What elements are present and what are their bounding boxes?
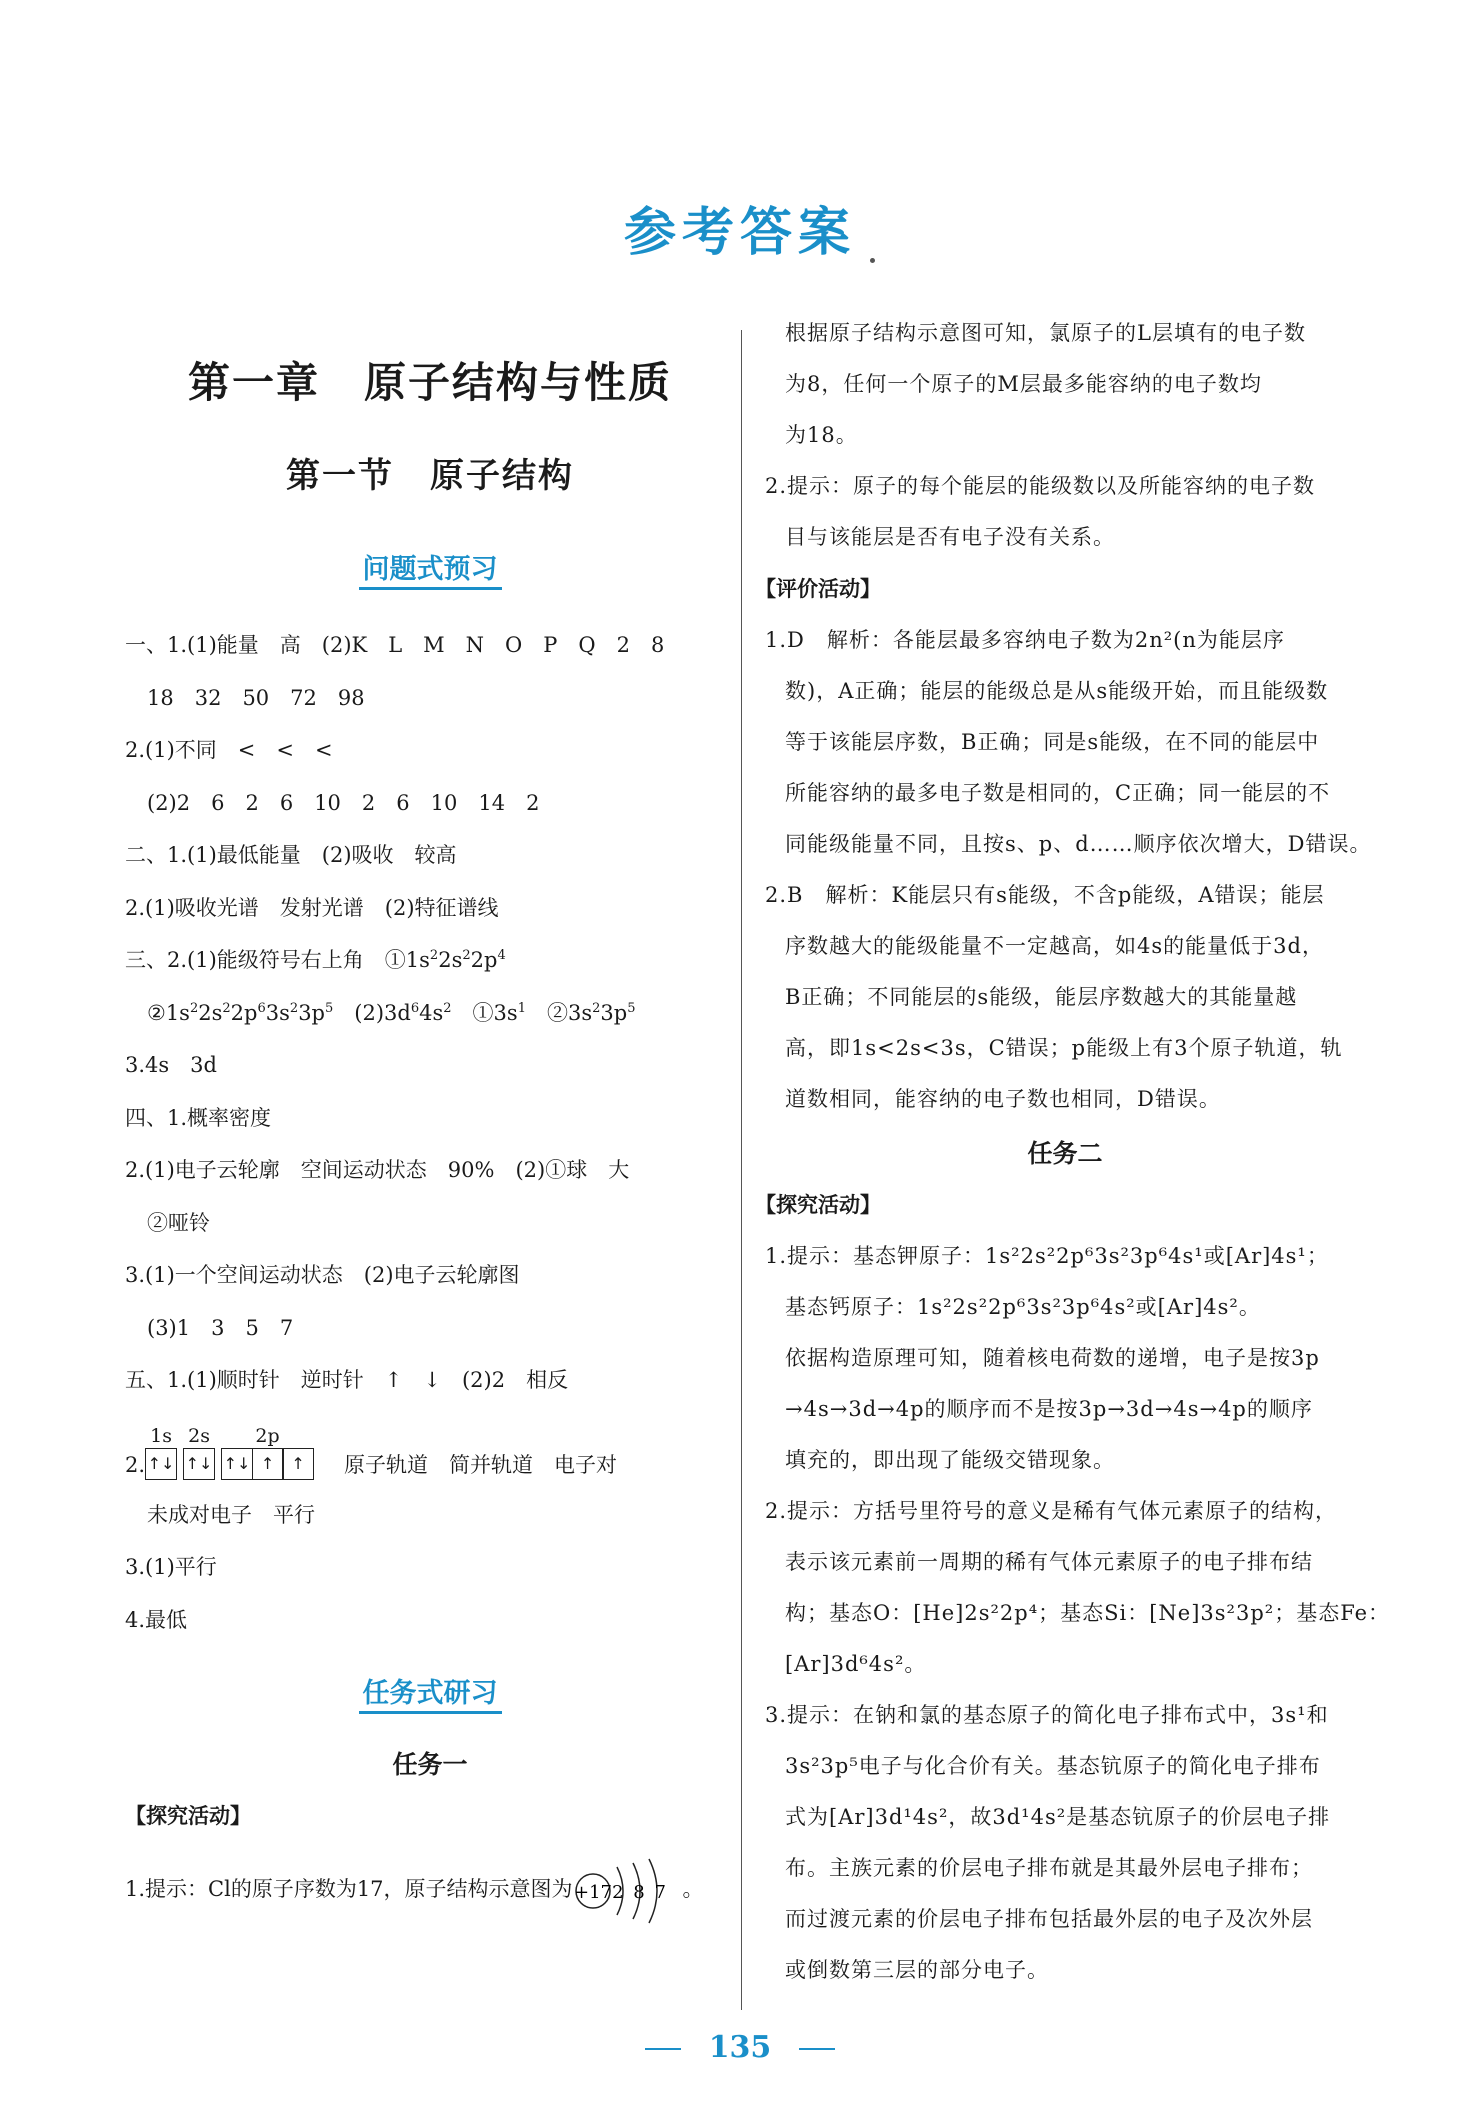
answer-line: (2)2 6 2 6 10 2 6 10 14 2	[147, 790, 540, 815]
explore-activity-label: 【探究活动】	[125, 1803, 251, 1828]
answer-line: →4s→3d→4p的顺序而不是按3p→3d→4s→4p的顺序	[785, 1397, 1313, 1421]
section-title: 第一节 原子结构	[286, 456, 574, 496]
answer-line: 依据构造原理可知，随着核电荷数的递增，电子是按3p	[785, 1346, 1320, 1370]
atom-structure-diagram	[573, 1855, 683, 1925]
up-down-arrow-icon: ↑↓	[221, 1448, 253, 1480]
study-heading: 任务式研习	[125, 1671, 735, 1710]
answer-line: 式为[Ar]3d¹4s²，故3d¹4s²是基态钪原子的价层电子排	[785, 1805, 1331, 1829]
answer-line: 1.提示：基态钾原子：1s²2s²2p⁶3s²3p⁶4s¹或[Ar]4s¹；	[765, 1244, 1329, 1268]
task-two-title: 任务二	[1027, 1139, 1103, 1168]
shell-electrons: 2 8 7	[611, 1882, 666, 1903]
answer-line: 五、1.(1)顺时针 逆时针 ↑ ↓ (2)2 相反	[125, 1368, 569, 1392]
answer-line: 同能级能量不同，且按s、p、d……顺序依次增大，D错误。	[785, 832, 1372, 856]
answer-line: 填充的，即出现了能级交错现象。	[785, 1448, 1115, 1472]
page-dash-right	[799, 2048, 835, 2050]
answer-line: 数)，A正确；能层的能级总是从s能级开始，而且能级数	[785, 679, 1329, 703]
orbital-1s: 1s ↑↓	[145, 1424, 177, 1480]
answer-line: 2.B 解析：K能层只有s能级，不含p能级，A错误；能层	[765, 883, 1325, 907]
answer-line: 未成对电子 平行	[147, 1502, 315, 1527]
answer-line: 2.提示：方括号里符号的意义是稀有气体元素原子的结构，	[765, 1499, 1338, 1523]
answer-line: 3.(1)平行	[125, 1555, 217, 1579]
answer-line: 3.4s 3d	[125, 1053, 217, 1077]
answer-line: 表示该元素前一周期的稀有气体元素原子的电子排布结	[785, 1550, 1313, 1574]
right-column	[755, 320, 1391, 2008]
answer-line: ②哑铃	[147, 1210, 210, 1235]
answer-line: 3.(1)一个空间运动状态 (2)电子云轮廓图	[125, 1263, 520, 1287]
left-column	[125, 330, 735, 1950]
up-arrow-icon: ↑	[282, 1448, 314, 1480]
orbital-diagram: 2. 1s ↑↓ 2s ↑↓ 2p ↑↓ ↑ ↑ 原子轨道 简并轨道 电子对	[125, 1420, 735, 1480]
answer-line: $②1s^22s^22p^63s^23p^5$ $(2)3d^64s^2$ $①3s^1$ $②3s^23p^5$	[147, 1000, 636, 1025]
answer-line: 二、1.(1)最低能量 (2)吸收 较高	[125, 843, 457, 867]
answer-line: 18 32 50 72 98	[147, 685, 365, 710]
answer-line: 2.提示：原子的每个能层的能级数以及所能容纳的电子数	[765, 474, 1316, 498]
answer-line: 等于该能层序数，B正确；同是s能级，在不同的能层中	[785, 730, 1320, 754]
up-down-arrow-icon: ↑↓	[183, 1448, 215, 1480]
answer-line: 1.D 解析：各能层最多容纳电子数为2n²(n为能层序	[765, 628, 1285, 652]
column-divider	[741, 330, 742, 2010]
chapter-title: 第一章 原子结构与性质	[187, 358, 672, 407]
answer-line: 而过渡元素的价层电子排布包括最外层的电子及次外层	[785, 1907, 1313, 1931]
page-number: 135	[0, 2030, 1480, 2065]
answer-line: 所能容纳的最多电子数是相同的，C正确；同一能层的不	[785, 781, 1331, 805]
up-arrow-icon: ↑	[252, 1448, 284, 1480]
answer-line: 2.(1)不同 < < <	[125, 738, 333, 762]
answer-line: 基态钙原子：1s²2s²2p⁶3s²3p⁶4s²或[Ar]4s²。	[785, 1295, 1261, 1319]
answer-line: 布。主族元素的价层电子排布就是其最外层电子排布；	[785, 1856, 1313, 1880]
answer-line: 一、1.(1)能量 高 (2)K L M N O P Q 2 8	[125, 633, 665, 657]
answer-line: 3.提示：在钠和氯的基态原子的简化电子排布式中，3s¹和	[765, 1703, 1329, 1727]
answer-line: (3)1 3 5 7	[147, 1315, 294, 1340]
task-one-title: 任务一	[392, 1749, 468, 1779]
answer-line: 根据原子结构示意图可知，氯原子的L层填有的电子数	[785, 321, 1306, 345]
answer-line: 道数相同，能容纳的电子数也相同，D错误。	[785, 1087, 1221, 1111]
answer-line: 为8，任何一个原子的M层最多能容纳的电子数均	[785, 372, 1262, 396]
answer-line: 高，即1s<2s<3s，C错误；p能级上有3个原子轨道，轨	[785, 1036, 1343, 1060]
answer-line: 2.(1)电子云轮廓 空间运动状态 90% (2)①球 大	[125, 1158, 630, 1182]
page-title: 参考答案	[623, 202, 856, 263]
answer-line: B正确；不同能层的s能级，能层序数越大的其能量越	[785, 985, 1298, 1009]
nucleus-label: +17	[573, 1882, 612, 1903]
answer-line: 4.最低	[125, 1607, 188, 1632]
explore-activity-label: 【探究活动】	[755, 1193, 881, 1217]
answer-line: 构；基态O：[He]2s²2p⁴；基态Si：[Ne]3s²3p²；基态Fe：	[785, 1601, 1391, 1625]
answer-line: 四、1.概率密度	[125, 1105, 272, 1130]
page-dash-left	[645, 2048, 681, 2050]
answer-line: 1.提示：Cl的原子序数为17，原子结构示意图为 +17 2 8 7 。	[125, 1854, 735, 1924]
answer-line: 2.(1)吸收光谱 发射光谱 (2)特征谱线	[125, 895, 499, 920]
answer-line: 三、2.(1)能级符号右上角 $①1s^22s^22p^4$	[125, 948, 506, 972]
orbital-2p: 2p ↑↓ ↑ ↑	[221, 1424, 314, 1480]
answer-line: [Ar]3d⁶4s²。	[785, 1652, 927, 1676]
up-down-arrow-icon: ↑↓	[145, 1448, 177, 1480]
orbital-2s: 2s ↑↓	[183, 1424, 215, 1480]
answer-line: 3s²3p⁵电子与化合价有关。基态钪原子的简化电子排布	[785, 1754, 1321, 1778]
answer-line: 序数越大的能级能量不一定越高，如4s的能量低于3d，	[785, 934, 1324, 958]
answer-line: 或倒数第三层的部分电子。	[785, 1958, 1049, 1982]
answer-line: 为18。	[785, 423, 858, 447]
atom-structure-svg	[573, 1855, 683, 1925]
preview-heading: 问题式预习	[125, 547, 735, 586]
answer-line: 目与该能层是否有电子没有关系。	[785, 525, 1115, 549]
evaluation-activity-label: 【评价活动】	[755, 577, 881, 601]
